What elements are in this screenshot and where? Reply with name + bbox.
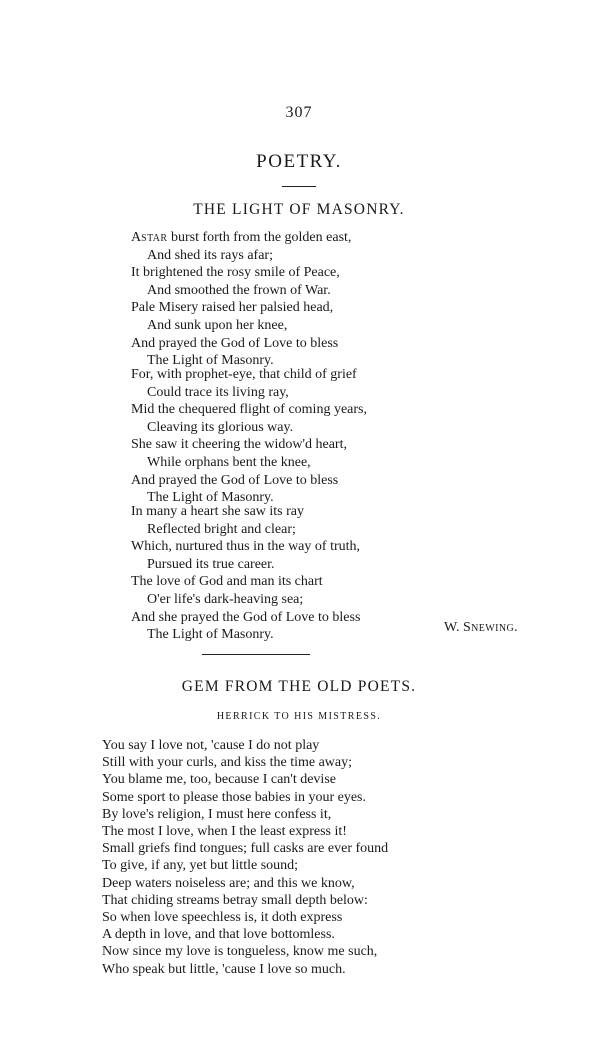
- poem-line: Deep waters noiseless are; and this we know,: [102, 875, 355, 891]
- poem-line: Now since my love is tongueless, know me such,: [102, 944, 378, 960]
- poem-line: Who speak but little, 'cause I love so much.: [102, 961, 346, 977]
- poem-line: She saw it cheering the widow'd heart,: [131, 437, 347, 453]
- poem-line: Reflected bright and clear;: [147, 521, 296, 537]
- poem-line: So when love speechless is, it doth express: [102, 910, 343, 926]
- poem-line: For, with prophet-eye, that child of grief: [131, 367, 357, 382]
- poem-line: And she prayed the God of Love to bless: [131, 609, 361, 625]
- poem-title-light-of-masonry: THE LIGHT OF MASONRY.: [193, 201, 405, 218]
- poem-line: That chiding streams betray small depth below:: [102, 892, 368, 908]
- poem-line: Cleaving its glorious way.: [147, 419, 294, 435]
- poem-line: It brightened the rosy smile of Peace,: [131, 265, 340, 281]
- poem-line: And shed its rays afar;: [147, 247, 273, 263]
- author-signature: [444, 620, 518, 636]
- page-number: 307: [285, 104, 313, 121]
- stanza-1: [131, 229, 351, 370]
- poem-line: Could trace its living ray,: [147, 384, 289, 400]
- first-word-initial: A: [131, 230, 142, 245]
- poem-line: Some sport to please those babies in your eyes.: [102, 789, 367, 805]
- poem-line: And sunk upon her knee,: [147, 317, 288, 333]
- poem-line: And prayed the God of Love to bless: [131, 335, 339, 351]
- author-initial: W.: [444, 620, 460, 635]
- section-title: POETRY.: [256, 151, 342, 172]
- poem-line: Pursued its true career.: [147, 556, 275, 572]
- poem-line: O'er life's dark-heaving sea;: [147, 591, 304, 607]
- poem-line: While orphans bent the knee,: [147, 454, 311, 470]
- poem-line: The love of God and man its chart: [131, 574, 323, 590]
- poem-line: A depth in love, and that love bottomless.: [102, 927, 335, 943]
- poem-line: The Light of Masonry.: [147, 627, 274, 643]
- author-name: Snewing.: [462, 620, 518, 635]
- poem-line: Still with your curls, and kiss the time away;: [102, 755, 353, 771]
- poem-line: Mid the chequered flight of coming years,: [131, 402, 367, 418]
- poem-line: And prayed the God of Love to bless: [131, 472, 339, 488]
- poem-line: The most I love, when I the least express it!: [102, 824, 347, 840]
- poem-subtitle: HERRICK TO HIS MISTRESS.: [216, 711, 382, 722]
- poem-line: In many a heart she saw its ray: [131, 504, 304, 519]
- poem-line: To give, if any, yet but little sound;: [102, 858, 299, 874]
- poem-line: Which, nurtured thus in the way of truth,: [131, 539, 361, 555]
- first-word-rest: star: [141, 230, 168, 245]
- poem-line: Small griefs find tongues; full casks are ever found: [102, 841, 389, 857]
- poem-line: The Light of Masonry.: [147, 353, 274, 369]
- poem-line: Pale Misery raised her palsied head,: [131, 300, 334, 316]
- title-divider: [282, 186, 316, 187]
- poem-line: You blame me, too, because I can't devise: [102, 772, 336, 788]
- poem-line: And smoothed the frown of War.: [147, 282, 331, 298]
- poem-line: You say I love not, 'cause I do not play: [102, 738, 320, 753]
- stanza-3: [131, 503, 360, 644]
- poem-line: [131, 229, 351, 247]
- poem-title-gem-from-old-poets: GEM FROM THE OLD POETS.: [181, 678, 417, 695]
- stanza-2: [131, 366, 367, 507]
- poem-line: The Light of Masonry.: [147, 490, 274, 506]
- section-divider: [202, 654, 310, 655]
- poem-line: By love's religion, I must here confess it,: [102, 806, 332, 822]
- first-line-rest: burst forth from the golden east,: [167, 230, 352, 245]
- gem-poem-body: [102, 737, 388, 978]
